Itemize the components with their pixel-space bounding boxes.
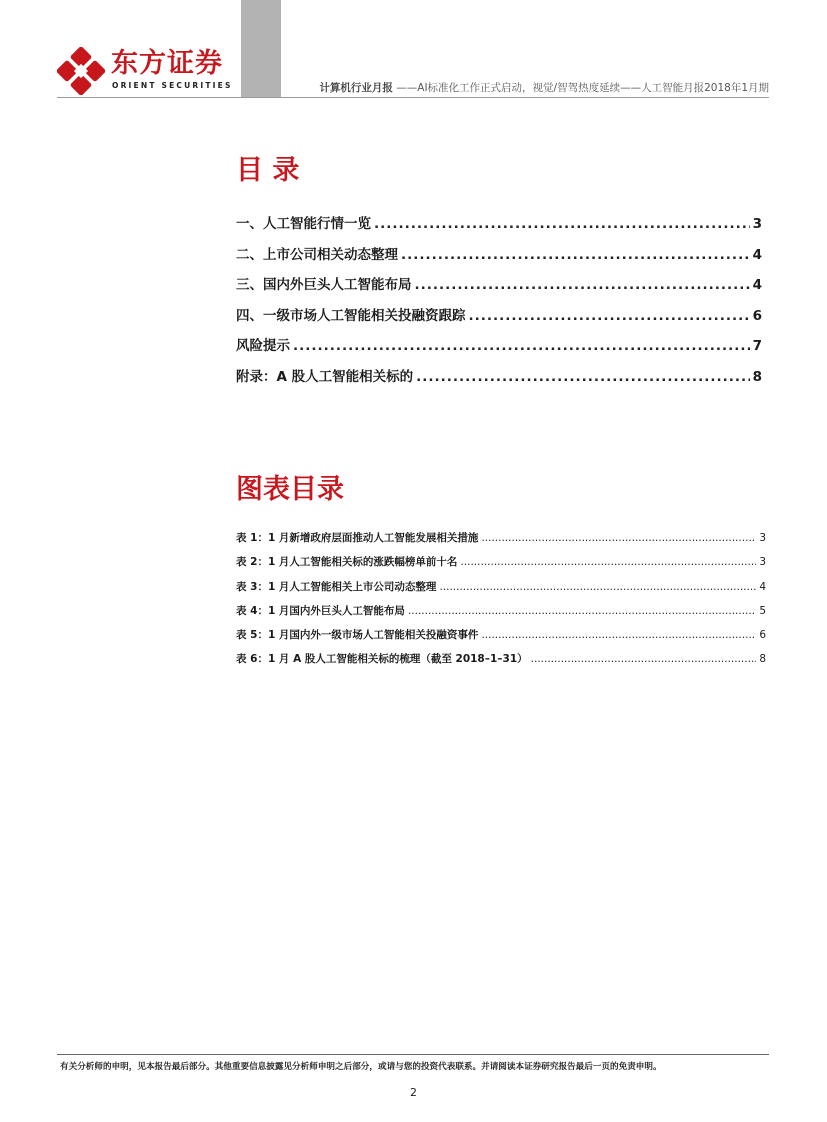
toc-item-label: 风险提示 bbox=[236, 338, 290, 354]
figure-toc-item-label: 表 6：1 月 A 股人工智能相关标的梳理（截至 2018–1–31） bbox=[236, 653, 528, 666]
figure-toc-item-page: 8 bbox=[759, 653, 766, 666]
footer-divider bbox=[57, 1054, 769, 1055]
toc-item-label: 二、上市公司相关动态整理 bbox=[236, 246, 398, 263]
figure-toc-item-page: 3 bbox=[759, 556, 766, 569]
toc-item-label: 三、国内外巨头人工智能布局 bbox=[236, 277, 412, 293]
dot-leader bbox=[531, 653, 757, 665]
figure-toc-item[interactable] bbox=[236, 554, 766, 578]
toc-item-page: 7 bbox=[752, 338, 762, 354]
figure-toc-item-page: 5 bbox=[759, 604, 766, 617]
toc-item-label: 四、一级市场人工智能相关投融资跟踪 bbox=[236, 307, 466, 324]
figure-toc-item-label: 表 3：1 月人工智能相关上市公司动态整理 bbox=[236, 580, 437, 593]
report-subtitle: ——AI标准化工作正式启动，视觉/智驾热度延续——人工智能月报2018年1月期 bbox=[396, 82, 769, 94]
report-header bbox=[319, 82, 769, 95]
toc-item-page: 3 bbox=[752, 216, 762, 232]
figure-toc-item-page: 6 bbox=[759, 629, 766, 642]
dot-leader bbox=[416, 369, 749, 385]
report-type: 计算机行业月报 bbox=[319, 82, 393, 94]
dot-leader bbox=[481, 532, 756, 544]
toc-item-page: 4 bbox=[752, 277, 762, 293]
toc-item[interactable] bbox=[236, 334, 762, 365]
toc-item[interactable] bbox=[236, 304, 762, 335]
figure-table-of-contents bbox=[236, 530, 766, 676]
toc-item[interactable] bbox=[236, 365, 762, 396]
dot-leader bbox=[469, 308, 750, 324]
toc-item-label: 附录：A 股人工智能相关标的 bbox=[236, 368, 414, 385]
page-number: 2 bbox=[410, 1086, 417, 1099]
toc-title: 目 录 bbox=[236, 155, 300, 186]
brand-name-cn: 东方证券 bbox=[111, 48, 223, 79]
orient-securities-logo-icon bbox=[57, 47, 105, 95]
toc-item-page: 8 bbox=[752, 368, 762, 385]
dot-leader bbox=[439, 581, 756, 593]
figure-toc-item[interactable] bbox=[236, 579, 766, 603]
dot-leader bbox=[460, 556, 756, 568]
header-divider bbox=[57, 97, 769, 98]
toc-item[interactable] bbox=[236, 243, 762, 274]
dot-leader bbox=[408, 605, 756, 617]
figure-toc-item[interactable] bbox=[236, 603, 766, 627]
brand-name-en: ORIENT SECURITIES bbox=[112, 81, 233, 90]
figure-toc-item[interactable] bbox=[236, 651, 766, 675]
toc-item[interactable] bbox=[236, 212, 762, 243]
header-gray-tab bbox=[241, 0, 281, 98]
toc-item[interactable] bbox=[236, 273, 762, 304]
brand-logo bbox=[57, 47, 237, 95]
dot-leader bbox=[293, 338, 750, 354]
dot-leader bbox=[401, 247, 750, 263]
figure-toc-item-page: 4 bbox=[759, 580, 766, 593]
toc-item-page: 6 bbox=[752, 307, 762, 324]
table-of-contents bbox=[236, 212, 762, 395]
dot-leader bbox=[481, 629, 756, 641]
figure-toc-item-label: 表 1：1 月新增政府层面推动人工智能发展相关措施 bbox=[236, 532, 479, 544]
dot-leader bbox=[415, 277, 750, 293]
figure-toc-item[interactable] bbox=[236, 627, 766, 651]
figure-toc-item-label: 表 4：1 月国内外巨头人工智能布局 bbox=[236, 604, 405, 617]
figure-toc-title: 图表目录 bbox=[236, 474, 344, 505]
footer-disclaimer: 有关分析师的申明，见本报告最后部分。其他重要信息披露见分析师申明之后部分，或请与您的投资代表联系。并请阅读本证券研究报告最后一页的免责申明。 bbox=[60, 1062, 662, 1072]
figure-toc-item-label: 表 2：1 月人工智能相关标的涨跌幅榜单前十名 bbox=[236, 556, 458, 569]
toc-item-label: 一、人工智能行情一览 bbox=[236, 216, 371, 232]
figure-toc-item[interactable] bbox=[236, 530, 766, 554]
toc-item-page: 4 bbox=[752, 246, 762, 263]
figure-toc-item-label: 表 5：1 月国内外一级市场人工智能相关投融资事件 bbox=[236, 629, 479, 642]
dot-leader bbox=[374, 216, 750, 232]
figure-toc-item-page: 3 bbox=[759, 532, 766, 544]
